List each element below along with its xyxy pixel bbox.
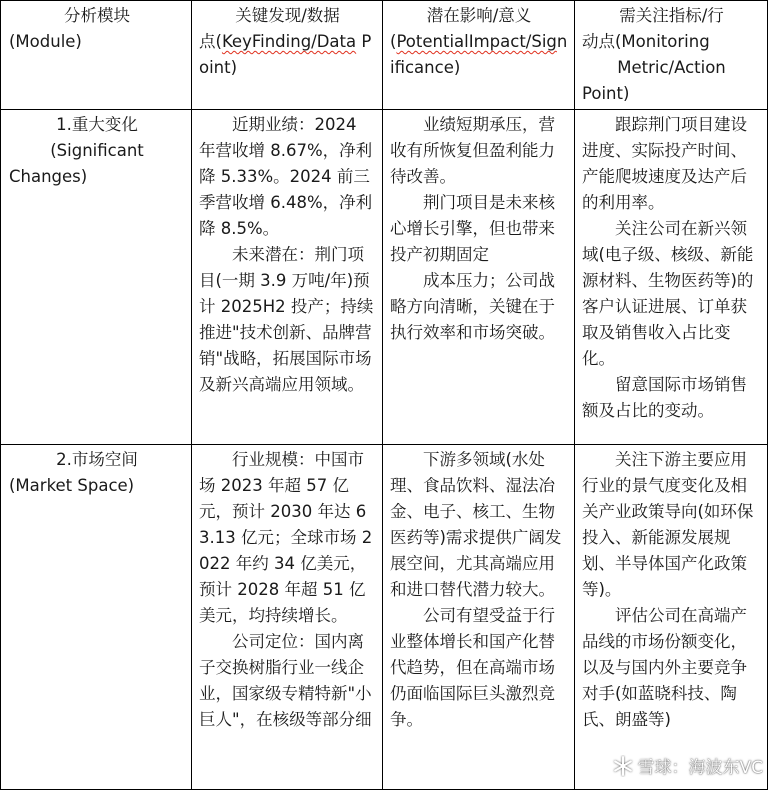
watermark: [612, 753, 764, 778]
metric-paragraph: 关注下游主要应用行业的景气度变化及相关产业政策导向(如环保投入、新能源发展规划、半导体国产化政策等)。: [582, 450, 754, 599]
impact-paragraph: 下游多领域(水处理、食品饮料、湿法冶金、电子、核工、生物医药等)需求提供广阔发展空间，尤其高端应用和进口替代潜力较大。: [390, 450, 562, 599]
impact-cell: [383, 110, 575, 445]
metric-cell: [575, 110, 768, 445]
header-metric-en-1: 动点(Monitoring: [582, 32, 710, 51]
header-finding-zh: 关键发现/数据: [235, 6, 340, 25]
finding-cell: [192, 110, 383, 445]
table-row: [1, 110, 768, 445]
finding-cell: [192, 445, 383, 790]
finding-paragraph: 行业规模：中国市场 2023 年超 57 亿元，预计 2030 年达 63.13 亿元；全球市场 2022 年约 34 亿美元，预计 2028 年超 51 亿美元，均持续增长。: [199, 450, 373, 625]
finding-paragraph: 未来潜在：荆门项目(一期 3.9 万吨/年)预计 2025H2 投产；持续推进"技术创新、品牌营销"战略，拓展国际市场及新兴高端应用领域。: [199, 245, 374, 394]
metric-paragraph: 留意国际市场销售额及占比的变动。: [582, 375, 747, 420]
module-cell: [1, 445, 192, 790]
metric-paragraph: 关注公司在新兴领域(电子级、核级、新能源材料、生物医药等)的客户认证进展、订单获取及销售收入占比变化。: [582, 219, 754, 368]
impact-paragraph: 荆门项目是未来核心增长引擎，但也带来投产初期固定: [390, 193, 555, 264]
finding-paragraph: 近期业绩：2024 年营收增 8.67%，净利降 5.33%。2024 前三季营收增 6.48%，净利降 8.5%。: [199, 115, 373, 238]
header-module: [1, 1, 192, 110]
impact-paragraph: 成本压力；公司战略方向清晰，关键在于执行效率和市场突破。: [390, 271, 555, 342]
module-zh: 1.重大变化: [56, 115, 138, 134]
header-metric-zh: 需关注指标/行: [619, 6, 724, 25]
module-en: (Significant: [50, 141, 144, 160]
module-en: (Market Space): [9, 476, 135, 495]
header-finding-en: 点(KeyFinding/Data Point): [199, 32, 372, 77]
impact-paragraph: 公司有望受益于行业整体增长和国产化替代趋势，但在高端市场仍面临国际巨头激烈竞争。: [390, 606, 555, 729]
header-row: [1, 1, 768, 110]
header-module-en: (Module): [9, 32, 82, 51]
metric-paragraph: 评估公司在高端产品线的市场份额变化，以及与国内外主要竞争对手(如蓝晓科技、陶氏、朗盛等): [582, 606, 747, 729]
header-module-zh: 分析模块: [64, 6, 130, 25]
module-cell: [1, 110, 192, 445]
table-row: [1, 445, 768, 790]
impact-paragraph: 业绩短期承压，营收有所恢复但盈利能力待改善。: [390, 115, 555, 186]
header-metric-en-2: Metric/Action: [617, 58, 726, 77]
header-impact-zh: 潜在影响/意义: [426, 6, 532, 25]
impact-cell: [383, 445, 575, 790]
header-finding: [192, 1, 383, 110]
header-metric-en-3: Point): [582, 84, 630, 103]
finding-paragraph: 公司定位：国内离子交换树脂行业一线企业，国家级专精特新"小巨人"，在核级等部分细: [199, 632, 372, 729]
module-zh: 2.市场空间: [56, 450, 138, 469]
metric-paragraph: 跟踪荆门项目建设进度、实际投产时间、产能爬坡速度及达产后的利用率。: [582, 115, 747, 212]
header-impact: [383, 1, 575, 110]
header-impact-en: (PotentialImpact/Significance): [390, 32, 568, 77]
snowflake-logo-icon: [612, 755, 634, 777]
metric-cell: [575, 445, 768, 790]
watermark-text: 雪球：海波东VC: [637, 758, 763, 778]
module-en: Changes): [9, 167, 88, 186]
header-metric: [575, 1, 768, 110]
